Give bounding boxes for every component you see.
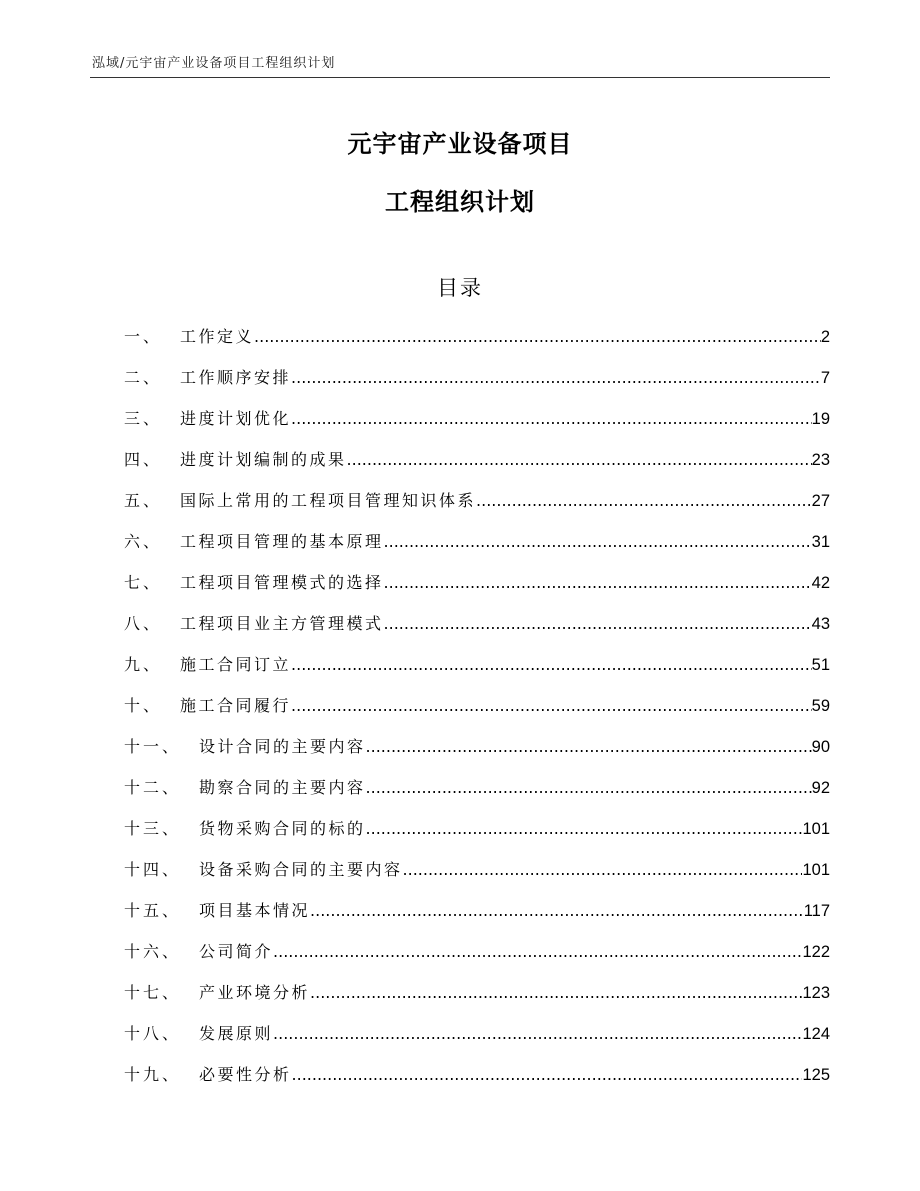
- toc-entry[interactable]: [124, 361, 830, 402]
- toc-entry-number: 十二、: [124, 778, 182, 797]
- toc-entry[interactable]: [124, 607, 830, 648]
- toc-entry[interactable]: [124, 730, 830, 771]
- toc-entry-number: 四、: [124, 450, 163, 469]
- toc-heading: 目录: [437, 276, 483, 300]
- toc-entry-number: 五、: [124, 491, 163, 510]
- toc-dot-leader: [310, 894, 804, 928]
- toc-entry[interactable]: [124, 812, 830, 853]
- toc-entry-page: 122: [802, 943, 830, 961]
- toc-entry-label: 进度计划优化: [180, 409, 292, 428]
- toc-entry-number: 十四、: [124, 860, 182, 879]
- toc-entry-page: 2: [820, 328, 830, 346]
- toc-entry-number: 一、: [124, 327, 163, 346]
- toc-entry[interactable]: [124, 320, 830, 361]
- toc-entry[interactable]: [124, 525, 830, 566]
- toc-entry-number: 十一、: [124, 737, 182, 756]
- toc-dot-leader: [273, 935, 802, 969]
- toc-entry[interactable]: [124, 935, 830, 976]
- toc-dot-leader: [254, 320, 821, 354]
- toc-entry-page: 27: [811, 492, 830, 510]
- toc-entry-label: 进度计划编制的成果: [180, 450, 347, 469]
- toc-entry[interactable]: [124, 689, 830, 730]
- toc-entry-number: 八、: [124, 614, 163, 633]
- toc-entry-label: 设计合同的主要内容: [199, 737, 366, 756]
- toc-entry-label: 工作顺序安排: [180, 368, 292, 387]
- toc-dot-leader: [366, 730, 812, 764]
- toc-entry-page: 51: [811, 656, 830, 674]
- toc-entry-label: 工程项目业主方管理模式: [180, 614, 384, 633]
- toc-entry-number: 十九、: [124, 1065, 182, 1084]
- toc-entry-label: 设备采购合同的主要内容: [199, 860, 403, 879]
- toc-entry-number: 十八、: [124, 1024, 182, 1043]
- toc-entry-page: 19: [811, 410, 830, 428]
- toc-dot-leader: [476, 484, 812, 518]
- toc-entry-number: 十三、: [124, 819, 182, 838]
- running-header: 泓域/元宇宙产业设备项目工程组织计划: [92, 56, 336, 71]
- toc-entry[interactable]: [124, 976, 830, 1017]
- toc-entry-label: 公司简介: [199, 942, 274, 961]
- toc-entry-page: 31: [811, 533, 830, 551]
- toc-dot-leader: [384, 525, 812, 559]
- toc-entry-page: 92: [811, 779, 830, 797]
- toc-entry-page: 59: [811, 697, 830, 715]
- toc-dot-leader: [273, 1017, 802, 1051]
- toc-entry-label: 工程项目管理的基本原理: [180, 532, 384, 551]
- toc-dot-leader: [291, 689, 812, 723]
- toc-entry[interactable]: [124, 484, 830, 525]
- toc-entry-page: 42: [811, 574, 830, 592]
- toc-entry-label: 必要性分析: [199, 1065, 292, 1084]
- toc-entry-page: 125: [802, 1066, 830, 1084]
- toc-entry-number: 六、: [124, 532, 163, 551]
- toc-entry[interactable]: [124, 853, 830, 894]
- document-title-line-1: 元宇宙产业设备项目: [347, 130, 573, 158]
- toc-entry[interactable]: [124, 648, 830, 689]
- toc-dot-leader: [366, 812, 803, 846]
- toc-entry-number: 三、: [124, 409, 163, 428]
- toc-dot-leader: [291, 402, 812, 436]
- toc-entry-page: 101: [802, 861, 830, 879]
- toc-entry-label: 发展原则: [199, 1024, 274, 1043]
- toc-entry[interactable]: [124, 566, 830, 607]
- toc-entry-page: 23: [811, 451, 830, 469]
- toc-dot-leader: [310, 976, 802, 1010]
- toc-entry-label: 工作定义: [180, 327, 255, 346]
- toc-entry-number: 十六、: [124, 942, 182, 961]
- toc-entry[interactable]: [124, 894, 830, 935]
- header-divider: [90, 77, 830, 78]
- toc-entry-label: 国际上常用的工程项目管理知识体系: [180, 491, 477, 510]
- toc-entry[interactable]: [124, 1017, 830, 1058]
- toc-entry-label: 工程项目管理模式的选择: [180, 573, 384, 592]
- toc-dot-leader: [347, 443, 812, 477]
- toc-entry-number: 二、: [124, 368, 163, 387]
- table-of-contents: [124, 320, 830, 1099]
- toc-entry-number: 七、: [124, 573, 163, 592]
- toc-dot-leader: [291, 361, 821, 395]
- toc-entry-label: 货物采购合同的标的: [199, 819, 366, 838]
- toc-entry-label: 勘察合同的主要内容: [199, 778, 366, 797]
- toc-entry-label: 项目基本情况: [199, 901, 311, 920]
- toc-entry-number: 九、: [124, 655, 163, 674]
- toc-entry-page: 7: [820, 369, 830, 387]
- toc-entry-page: 117: [803, 902, 830, 920]
- toc-entry[interactable]: [124, 443, 830, 484]
- toc-entry-page: 124: [802, 1025, 830, 1043]
- toc-entry-page: 90: [811, 738, 830, 756]
- document-title-line-2: 工程组织计划: [385, 188, 535, 216]
- toc-entry-page: 43: [811, 615, 830, 633]
- toc-dot-leader: [291, 648, 812, 682]
- toc-entry-page: 101: [802, 820, 830, 838]
- toc-entry[interactable]: [124, 771, 830, 812]
- toc-entry-label: 施工合同订立: [180, 655, 292, 674]
- toc-dot-leader: [292, 1058, 803, 1092]
- toc-entry-number: 十、: [124, 696, 163, 715]
- toc-dot-leader: [366, 771, 812, 805]
- toc-entry[interactable]: [124, 402, 830, 443]
- toc-dot-leader: [384, 607, 812, 641]
- toc-entry-label: 施工合同履行: [180, 696, 292, 715]
- toc-entry[interactable]: [124, 1058, 830, 1099]
- toc-entry-page: 123: [802, 984, 830, 1002]
- toc-entry-number: 十五、: [124, 901, 182, 920]
- toc-dot-leader: [403, 853, 803, 887]
- toc-entry-label: 产业环境分析: [199, 983, 311, 1002]
- toc-entry-number: 十七、: [124, 983, 182, 1002]
- toc-dot-leader: [384, 566, 812, 600]
